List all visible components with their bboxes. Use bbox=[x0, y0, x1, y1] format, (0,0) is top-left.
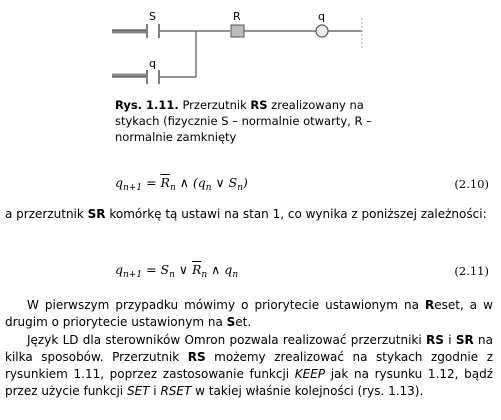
contact-s bbox=[147, 24, 159, 38]
caption-label: Rys. 1.11. bbox=[115, 98, 179, 112]
label-q-coil: q bbox=[318, 10, 325, 23]
label-q-contact: q bbox=[149, 57, 156, 70]
equation-2-10 bbox=[115, 175, 495, 199]
label-s: S bbox=[149, 10, 156, 23]
equation-number: (2.11) bbox=[454, 264, 489, 278]
equation-formula: $q_{n+1} = S_n$ ∨ $\overline{R}_n$ ∧ $q_n$ bbox=[115, 262, 239, 280]
paragraph-2: W pierwszym przypadku mówimy o priorytecie ustawionym na Reset, a w drugim o priorytecie ustawionym na Set. bbox=[5, 298, 493, 329]
figure-caption: Rys. 1.11. Przerzutnik RS zrealizowany na stykach (fizycznie S – normalnie otwarty, R – normalnie zamknięty bbox=[115, 98, 372, 144]
label-r: R bbox=[233, 10, 241, 23]
contact-q bbox=[147, 70, 159, 84]
paragraph-3: Język LD dla sterowników Omron pozwala realizować przerzutniki RS i SR na kilka sposobów. Przerzutnik RS możemy zrealizować na stykach zgodnie z rysunkiem 1.11, poprzez zastosowanie funkcji KEEP jak na rysunku 1.12, bądź przez użycie funkcji SET i RSET w takiej właśnie kolejności (rys. 1.13). bbox=[5, 333, 493, 398]
equation-2-11 bbox=[115, 262, 495, 286]
ladder-diagram bbox=[0, 0, 501, 95]
coil-q bbox=[316, 25, 328, 37]
paragraph-1: a przerzutnik SR komórkę tą ustawi na stan 1, co wynika z poniższej zależności: bbox=[5, 207, 487, 221]
contact-r bbox=[231, 25, 244, 37]
equation-number: (2.10) bbox=[454, 177, 489, 191]
equation-formula: $q_{n+1} = \overline{R}_n$ ∧ ($q_n$ ∨ $S_n$) bbox=[115, 175, 248, 193]
